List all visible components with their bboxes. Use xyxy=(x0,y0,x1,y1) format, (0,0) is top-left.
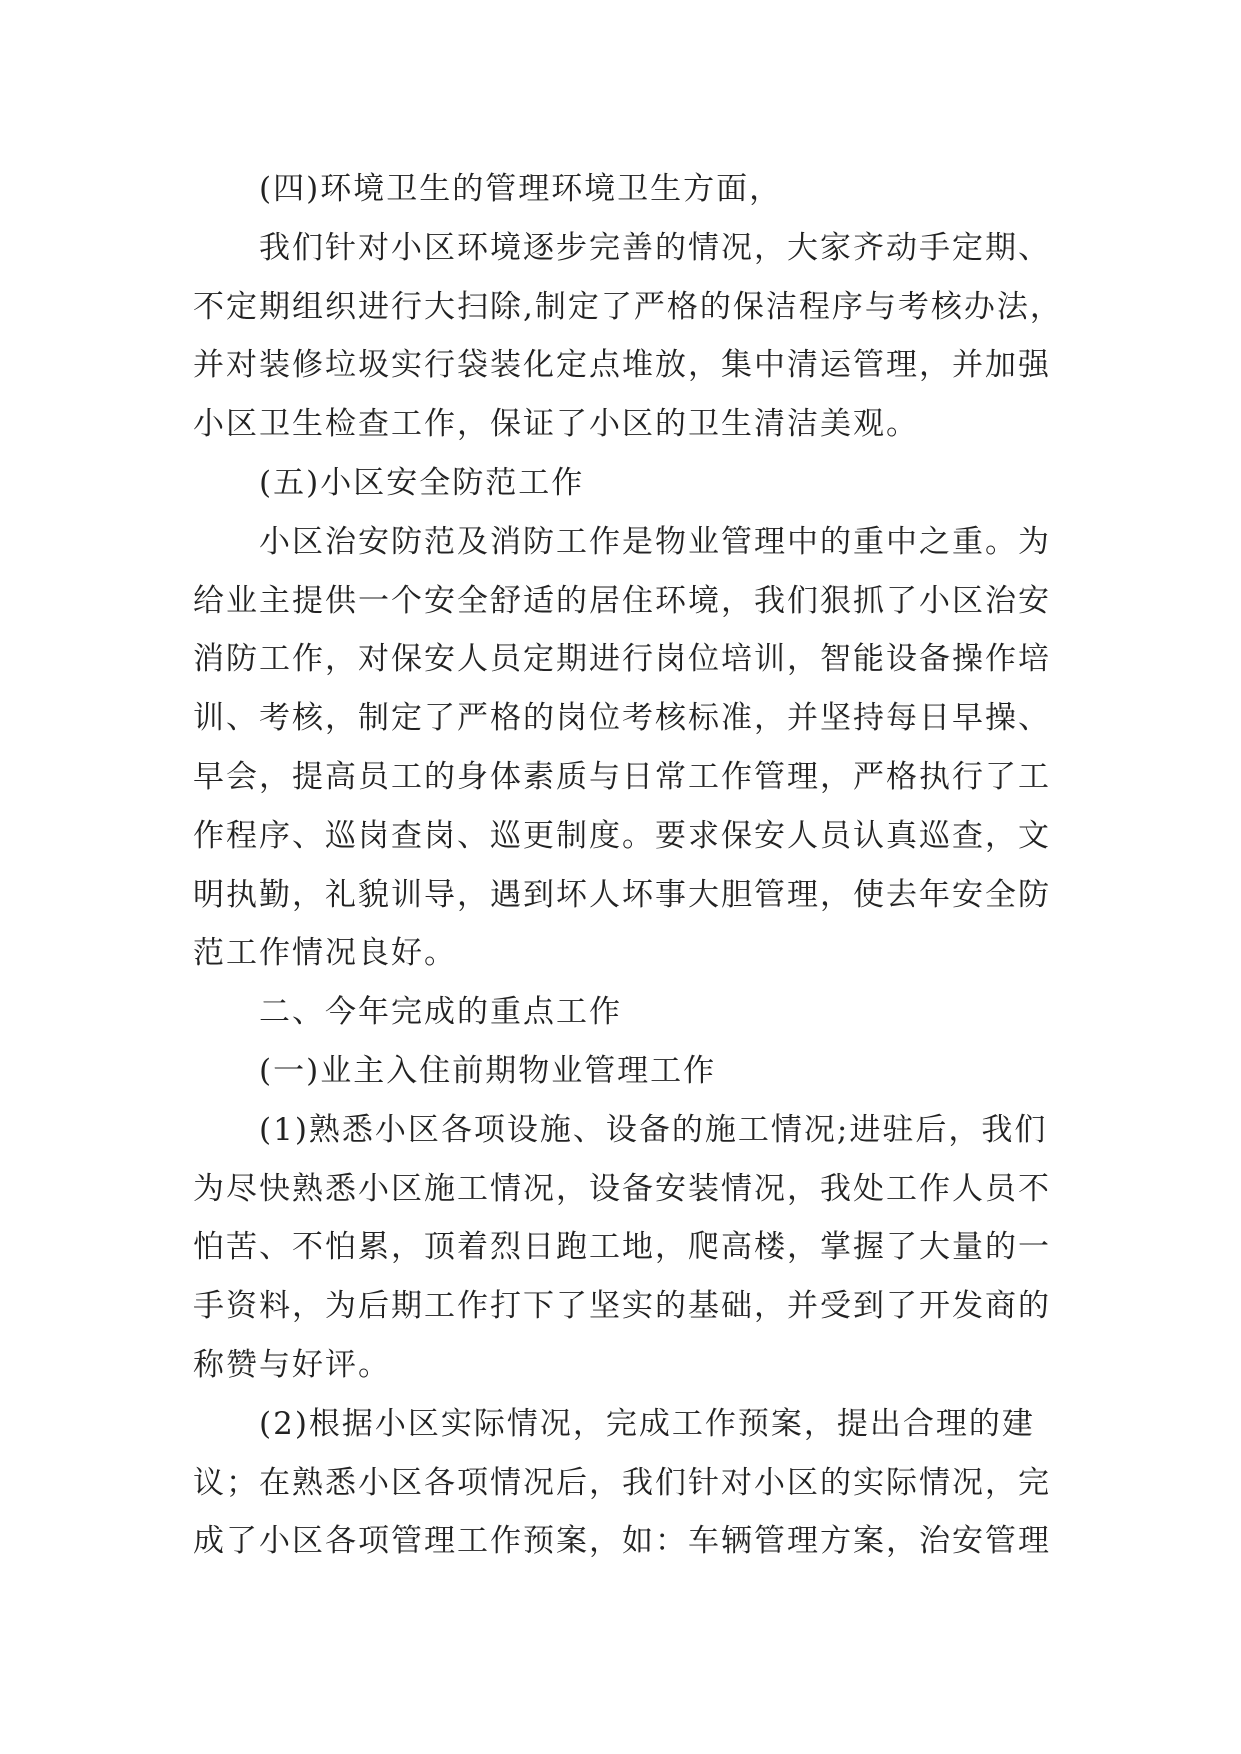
text-line: 议；在熟悉小区各项情况后，我们针对小区的实际情况，完 xyxy=(193,1464,1051,1501)
text-line: 并对装修垃圾实行袋装化定点堆放，集中清运管理，并加强 xyxy=(193,347,1051,384)
text-line: (四)环境卫生的管理环境卫生方面， xyxy=(259,171,783,207)
text-line: 手资料，为后期工作打下了坚实的基础，并受到了开发商的 xyxy=(193,1288,1051,1325)
text-line: 明执勤，礼貌训导，遇到坏人坏事大胆管理，使去年安全防 xyxy=(193,876,1051,913)
text-line: (1)熟悉小区各项设施、设备的施工情况;进驻后，我们 xyxy=(259,1111,1048,1148)
text-line: 消防工作，对保安人员定期进行岗位培训，智能设备操作培 xyxy=(193,641,1051,678)
text-line: 称赞与好评。 xyxy=(193,1346,391,1383)
text-line: 早会，提高员工的身体素质与日常工作管理，严格执行了工 xyxy=(193,758,1051,795)
text-line: 为尽快熟悉小区施工情况，设备安装情况，我处工作人员不 xyxy=(193,1170,1051,1207)
text-line: (2)根据小区实际情况，完成工作预案，提出合理的建 xyxy=(259,1405,1035,1442)
text-line: 不定期组织进行大扫除,制定了严格的保洁程序与考核办法， xyxy=(193,288,1063,325)
text-line: 小区卫生检查工作，保证了小区的卫生清洁美观。 xyxy=(193,406,919,443)
document-body xyxy=(193,160,1073,1571)
text-line: (一)业主入住前期物业管理工作 xyxy=(259,1052,717,1089)
text-line: 给业主提供一个安全舒适的居住环境，我们狠抓了小区治安 xyxy=(193,582,1051,619)
text-line: 范工作情况良好。 xyxy=(193,935,457,972)
text-line: (五)小区安全防范工作 xyxy=(259,464,585,501)
text-line: 成了小区各项管理工作预案，如：车辆管理方案，治安管理 xyxy=(193,1523,1051,1560)
text-line: 作程序、巡岗查岗、巡更制度。要求保安人员认真巡查，文 xyxy=(193,817,1051,854)
text-line: 小区治安防范及消防工作是物业管理中的重中之重。为 xyxy=(259,523,1051,560)
text-line: 我们针对小区环境逐步完善的情况，大家齐动手定期、 xyxy=(259,229,1051,266)
text-line: 训、考核，制定了严格的岗位考核标准，并坚持每日早操、 xyxy=(193,700,1051,737)
text-line: 二、今年完成的重点工作 xyxy=(259,994,622,1031)
text-line: 怕苦、不怕累，顶着烈日跑工地，爬高楼，掌握了大量的一 xyxy=(193,1229,1051,1266)
